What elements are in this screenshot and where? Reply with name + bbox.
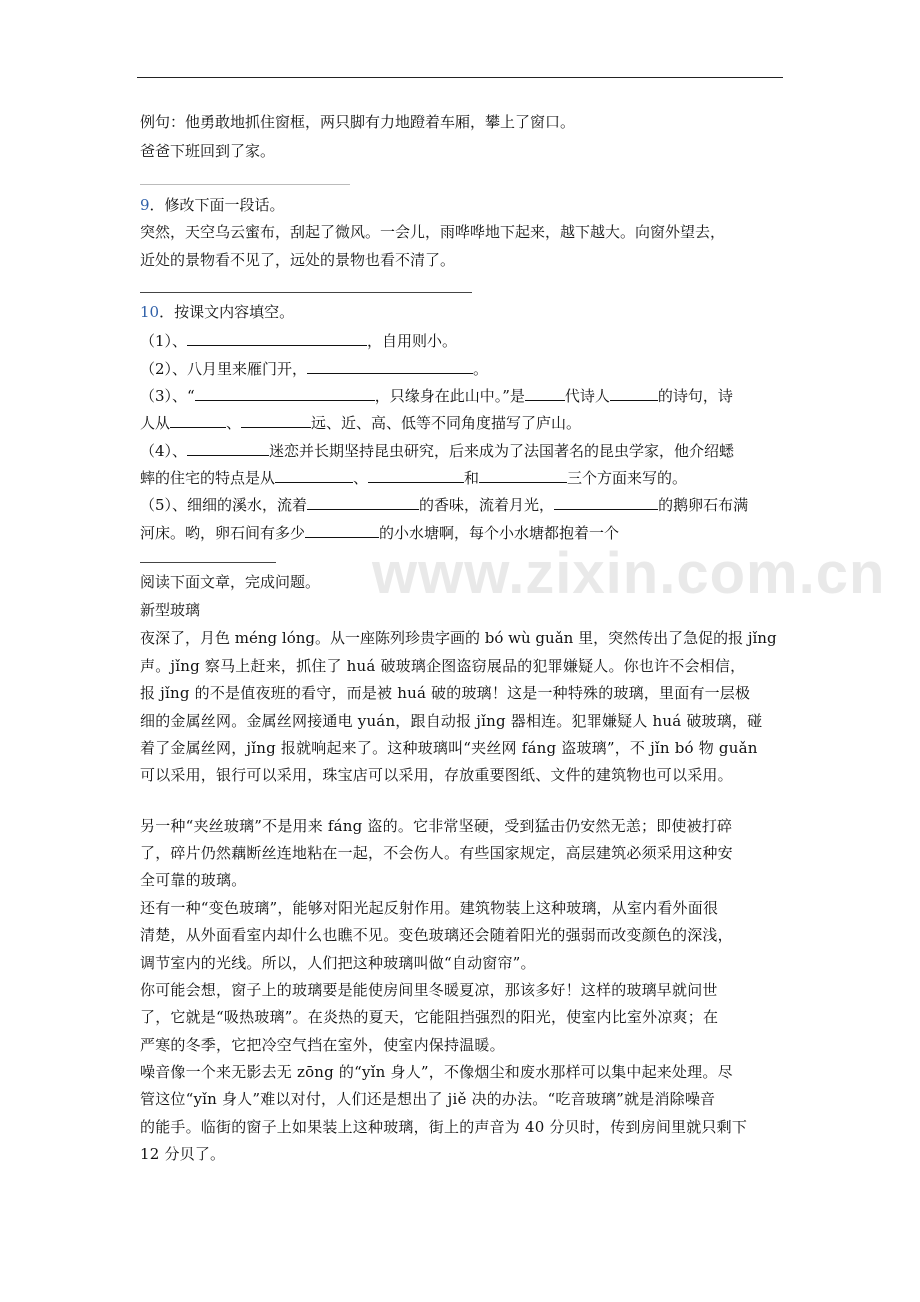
q10-8-prefix: 河床。哟，卵石间有多少 [140, 524, 306, 542]
paragraph-line: 噪音像一个来无影去无 zōng 的“yǐn 身人”，不像烟尘和废水那样可以集中起来处理。尽 [140, 1063, 733, 1081]
q10-2-suffix: 。 [473, 360, 489, 378]
blank-6b[interactable] [368, 466, 464, 483]
q10-number: 10 [140, 303, 160, 321]
q10-6-sep: 、 [353, 469, 369, 487]
paragraph-line: 夜深了，月色 méng lóng。从一座陈列珍贵字画的 bó wù guǎn 里，突然传出了急促的报 jǐng [140, 629, 777, 647]
paragraph-line: 着了金属丝网，jǐng 报就响起来了。这种玻璃叫“夹丝网 fáng 盗玻璃”，不 jǐn bó 物 guǎn [140, 739, 758, 757]
article-title: 新型玻璃 [140, 601, 201, 619]
paragraph-line: 你可能会想，窗子上的玻璃要是能使房间里冬暖夏凉，那该多好！这样的玻璃早就问世 [140, 981, 718, 999]
paragraph-line: 了，它就是“吸热玻璃”。在炎热的夏天，它能阻挡强烈的阳光，使室内比室外凉爽；在 [140, 1008, 719, 1026]
q10-item-3 [140, 384, 733, 406]
blank-7b[interactable] [554, 493, 658, 510]
q10-7-mid: 的香味，流着月光， [419, 496, 555, 514]
blank-5[interactable] [187, 439, 269, 456]
q10-7-suffix: 的鹅卵石布满 [658, 496, 749, 514]
blank-2[interactable] [307, 357, 473, 374]
watermark: www.zixin.com.cn [372, 541, 886, 606]
paragraph-line: 调节室内的光线。所以，人们把这种玻璃叫做“自动窗帘”。 [140, 954, 536, 972]
q9-number: 9 [140, 196, 150, 214]
q10-5-prefix: （4）、 [140, 442, 188, 460]
blank-3b[interactable] [525, 384, 565, 401]
blank-6c[interactable] [479, 466, 567, 483]
paragraph-line: 清楚，从外面看室内却什么也瞧不见。变色玻璃还会随着阳光的强弱而改变颜色的深浅， [140, 926, 733, 944]
blank-1[interactable] [187, 329, 367, 346]
paragraph-line: 全可靠的玻璃。 [140, 871, 247, 889]
paragraph-line: 声。jǐng 察马上赶来，抓住了 huá 破玻璃企图盗窃展品的犯罪嫌疑人。你也许不会相信， [140, 657, 746, 675]
q10-8-suffix: 的小水塘啊，每个小水塘都抱着一个 [379, 524, 620, 542]
q10-3-suffix: 的诗句，诗 [657, 387, 733, 405]
blank-4a[interactable] [170, 411, 226, 428]
q10-item-4b [140, 466, 687, 488]
paragraph-line: 的能手。临街的窗子上如果装上这种玻璃，街上的声音为 40 分贝时，传到房间里就只剩下 [140, 1118, 748, 1136]
q8-answer-line [140, 184, 350, 185]
q9-heading [140, 195, 285, 215]
blank-3a[interactable] [195, 384, 375, 401]
paragraph-line: 还有一种“变色玻璃”，能够对阳光起反射作用。建筑物装上这种玻璃，从室内看外面很 [140, 899, 719, 917]
q10-item-2 [140, 357, 488, 379]
q9-answer-line [140, 292, 472, 293]
q10-item-1 [140, 329, 457, 351]
q9-title: ．修改下面一段话。 [149, 196, 285, 214]
q10-4-sep: 、 [226, 414, 242, 432]
q10-3-mid2: 代诗人 [564, 387, 610, 405]
q9-line-2: 近处的景物看不见了，远处的景物也看不清了。 [140, 251, 456, 269]
q10-item-5b [140, 521, 619, 543]
q10-title: ．按课文内容填空。 [159, 303, 295, 321]
blank-8[interactable] [305, 521, 379, 538]
q8-example: 例句：他勇敢地抓住窗框，两只脚有力地蹬着车厢，攀上了窗口。 [140, 113, 576, 131]
blank-4b[interactable] [241, 411, 311, 428]
paragraph-line: 可以采用，银行可以采用，珠宝店可以采用，存放重要图纸、文件的建筑物也可以采用。 [140, 766, 733, 784]
q10-4-suffix: 远、近、高、低等不同角度描写了庐山。 [311, 414, 582, 432]
q8-sentence: 爸爸下班回到了家。 [140, 142, 276, 160]
paragraph-line: 另一种“夹丝玻璃”不是用来 fáng 盗的。它非常坚硬，受到猛击仍安然无恙；即使被打碎 [140, 817, 733, 835]
blank-3c[interactable] [610, 384, 658, 401]
header-rule [137, 77, 783, 78]
q10-answer-line [140, 562, 276, 563]
q10-6-prefix: 蟀的住宅的特点是从 [140, 469, 276, 487]
blank-7a[interactable] [307, 493, 419, 510]
q10-2-prefix: （2）、八月里来雁门开， [140, 360, 308, 378]
paragraph-line: 报 jǐng 的不是值夜班的看守，而是被 huá 破的玻璃！这是一种特殊的玻璃，里面有一层极 [140, 684, 751, 702]
paragraph-line: 12 分贝了。 [140, 1145, 226, 1163]
blank-6a[interactable] [275, 466, 353, 483]
q10-7-prefix: （5）、细细的溪水，流着 [140, 496, 308, 514]
q10-4-prefix: 人从 [140, 414, 171, 432]
q10-item-3b [140, 411, 581, 433]
reading-intro: 阅读下面文章，完成问题。 [140, 573, 321, 591]
paragraph-line: 细的金属丝网。金属丝网接通电 yuán，跟自动报 jǐng 器相连。犯罪嫌疑人 huá 破玻璃，碰 [140, 712, 763, 730]
paragraph-line: 严寒的冬季，它把冷空气挡在室外，使室内保持温暖。 [140, 1036, 505, 1054]
q10-1-prefix: （1）、 [140, 332, 188, 350]
q10-1-suffix: ，自用则小。 [367, 332, 458, 350]
q10-item-5 [140, 493, 748, 515]
q10-5-suffix: 迷恋并长期坚持昆虫研究，后来成为了法国著名的昆虫学家，他介绍蟋 [269, 442, 735, 460]
q10-3-mid: ，只缘身在此山中。”是 [374, 387, 525, 405]
q10-6-and: 和 [464, 469, 480, 487]
q10-6-suffix: 三个方面来写的。 [567, 469, 688, 487]
q9-line-1: 突然，天空乌云蜜布，刮起了微风。一会儿，雨哗哗地下起来，越下越大。向窗外望去， [140, 223, 726, 241]
paragraph-line: 了，碎片仍然藕断丝连地粘在一起，不会伤人。有些国家规定，高层建筑必须采用这种安 [140, 844, 733, 862]
q10-heading [140, 302, 294, 322]
q10-3-prefix: （3）、“ [140, 387, 195, 405]
paragraph-line: 管这位“yǐn 身人”难以对付，人们还是想出了 jiě 决的办法。“吃音玻璃”就是消除噪音 [140, 1090, 716, 1108]
q10-item-4 [140, 439, 734, 461]
